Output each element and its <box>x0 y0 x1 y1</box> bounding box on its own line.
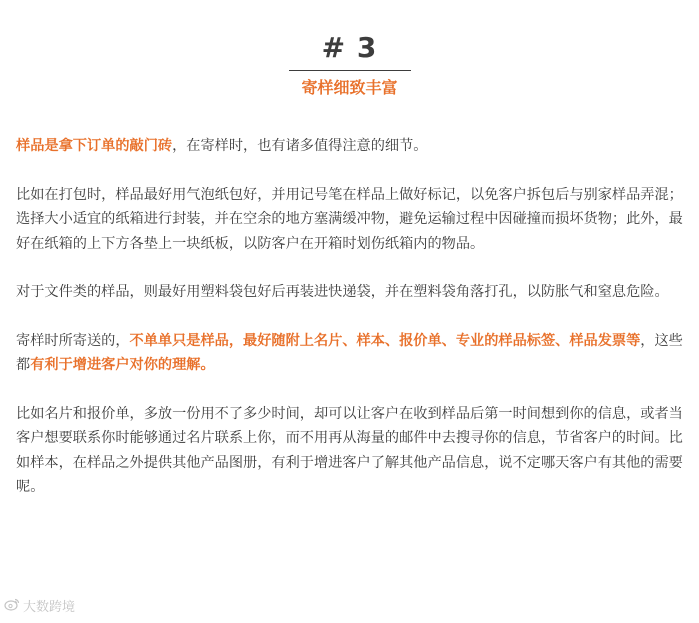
body-text: 比如在打包时，样品最好用气泡纸包好，并用记号笔在样品上做好标记，以免客户拆包后与别家样品弄混；选择大小适宜的纸箱进行封装，并在空余的地方塞满缓冲物，避免运输过程中因碰撞而损坏货物；此外，最好在纸箱的上下方各垫上一块纸板，以防客户在开箱时划伤纸箱内的物品。 <box>16 186 683 252</box>
paragraph-5 <box>16 402 686 500</box>
paragraph-1 <box>16 134 686 159</box>
highlight-text: 样品是拿下订单的敲门砖 <box>16 138 173 154</box>
body-text: 对于文件类的样品，则最好用塑料袋包好后再装进快递袋，并在塑料袋角落打孔，以防胀气和窒息危险。 <box>16 284 669 300</box>
paragraph-3 <box>16 280 686 305</box>
watermark <box>4 596 75 615</box>
body-text: 比如名片和报价单，多放一份用不了多少时间，却可以让客户在收到样品后第一时间想到你的信息，或者当客户想要联系你时能够通过名片联系上你，而不用再从海量的邮件中去搜寻你的信息，节省客户的时间。比如样本，在样品之外提供其他产品图册，有利于增进客户了解其他产品信息，说不定哪天客户有其他的需要呢。 <box>16 405 683 495</box>
section-header <box>0 30 699 99</box>
body-text: ，在寄样时，也有诸多值得注意的细节。 <box>172 138 428 154</box>
highlight-text: 有利于增进客户对你的理解。 <box>30 357 215 373</box>
body-text: 寄样时所寄送的， <box>16 332 130 349</box>
paragraph-4 <box>16 329 686 378</box>
article-body <box>16 134 686 524</box>
section-title: 寄样细致丰富 <box>301 78 398 97</box>
section-number: # 3 <box>321 31 378 64</box>
title-divider <box>289 70 411 71</box>
weibo-icon <box>4 597 20 615</box>
paragraph-2 <box>16 183 686 257</box>
watermark-text: 大数跨境 <box>23 600 76 615</box>
body-text: ，这些都 <box>16 332 683 373</box>
highlight-text: 不单单只是样品，最好随附上名片、样本、报价单、专业的样品标签、样品发票等 <box>129 332 641 349</box>
